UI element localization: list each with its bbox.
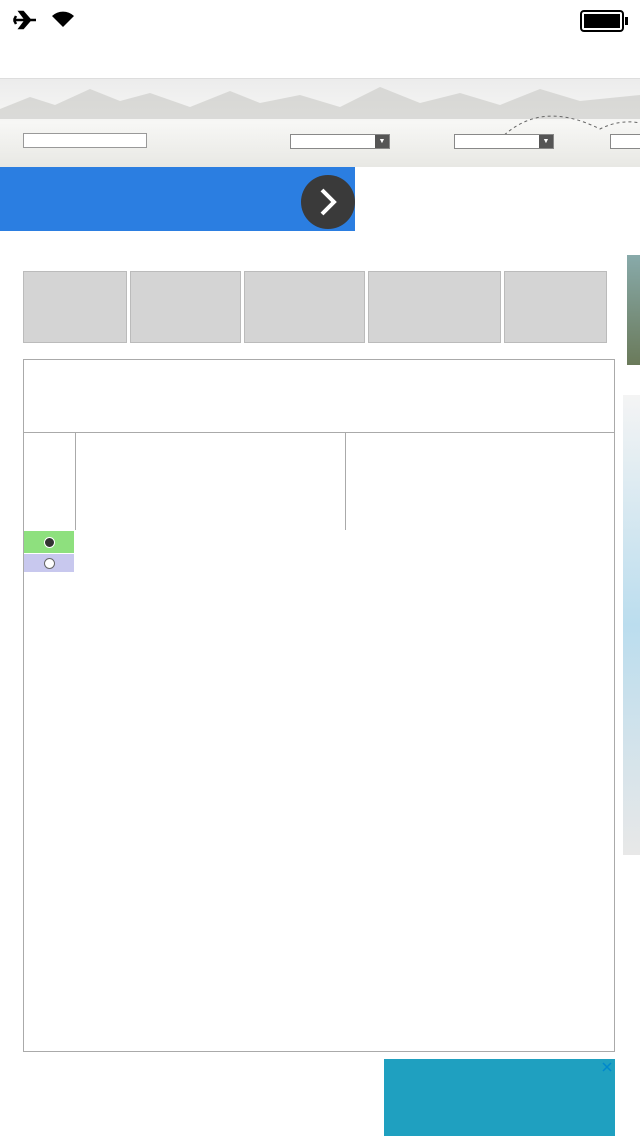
- airplane-icon: [12, 10, 38, 30]
- mountain-info-link[interactable]: [24, 283, 126, 293]
- close-icon[interactable]: [601, 1061, 613, 1073]
- battery-icon: [580, 10, 630, 32]
- hotel-ad[interactable]: [384, 1059, 615, 1136]
- chevron-down-icon: ▼: [539, 135, 553, 148]
- peak-search-input[interactable]: [23, 133, 147, 148]
- status-bar: [0, 0, 640, 40]
- see-all-maps-link[interactable]: [24, 573, 74, 651]
- nav-climbing-notes[interactable]: [504, 271, 607, 343]
- address-bar[interactable]: [0, 40, 640, 79]
- nav-mountain-info: [23, 271, 127, 343]
- side-ad-panel[interactable]: [623, 395, 640, 855]
- forecast-panel: [23, 359, 615, 1052]
- radio-selected-icon: [44, 537, 55, 548]
- radio-empty-icon: [44, 558, 55, 569]
- range-select[interactable]: [290, 134, 390, 149]
- imperial-toggle[interactable]: [24, 554, 74, 572]
- mountain-select[interactable]: [610, 134, 640, 149]
- summary-days-3-6: [346, 433, 614, 530]
- side-ad-image[interactable]: [627, 255, 640, 365]
- site-header: [0, 79, 640, 167]
- summary-days-0-3: [75, 433, 346, 530]
- nav-weather-map[interactable]: [244, 271, 365, 343]
- wifi-icon: [50, 9, 76, 29]
- nav-forecasts: [130, 271, 241, 343]
- nav-current-obs[interactable]: [368, 271, 501, 343]
- mountain-banner: [0, 79, 640, 167]
- subrange-select[interactable]: [454, 134, 554, 149]
- arrow-right-icon[interactable]: [300, 174, 356, 230]
- chevron-down-icon: ▼: [375, 135, 389, 148]
- metric-toggle[interactable]: [24, 531, 74, 553]
